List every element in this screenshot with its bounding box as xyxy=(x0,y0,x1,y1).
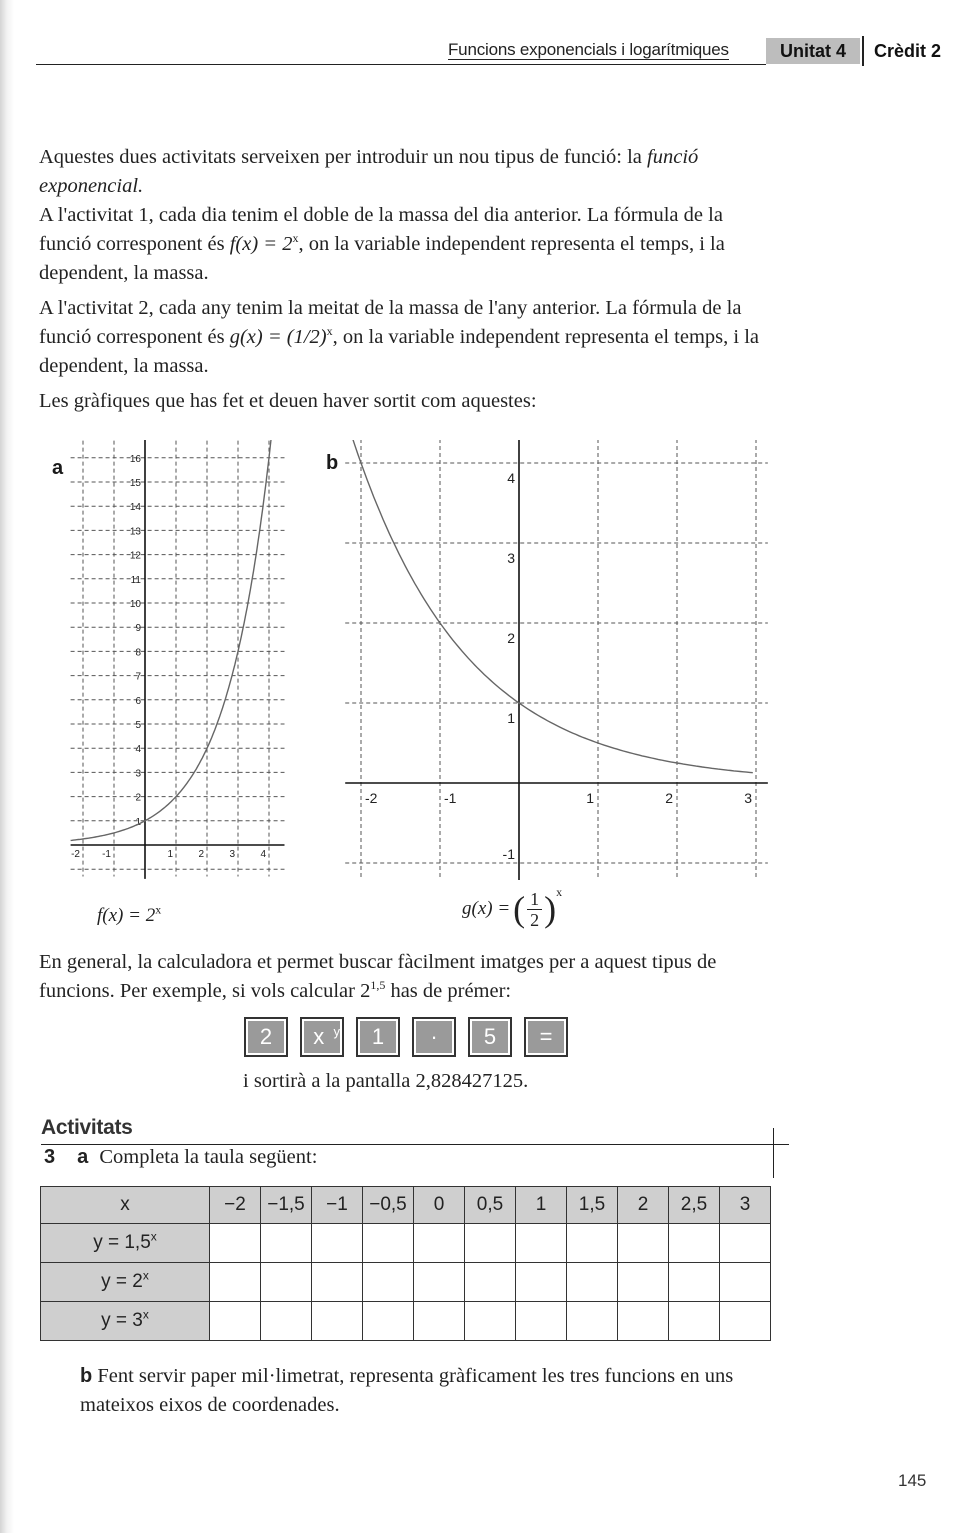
blank-cell xyxy=(312,1224,363,1263)
intro-paragraph-4: Les gràfiques que has fet et deuen haver sortit com aquestes: xyxy=(39,390,537,412)
y-tick-label: 14 xyxy=(129,502,141,514)
activities-heading: Activitats xyxy=(41,1116,133,1139)
fraction-numerator: 1 xyxy=(527,889,542,910)
blank-cell xyxy=(516,1224,567,1263)
exercise-number: 3 xyxy=(44,1146,56,1168)
blank-cell xyxy=(363,1263,414,1302)
table-row xyxy=(41,1224,771,1263)
page-number: 145 xyxy=(898,1471,927,1490)
y-tick-label: 8 xyxy=(135,647,141,659)
paren-left: ( xyxy=(513,889,526,929)
graph-a-label: a xyxy=(52,457,64,479)
y-tick-label: 1 xyxy=(135,816,141,828)
graph-b-label: b xyxy=(326,452,339,474)
x-tick-label: 1 xyxy=(586,790,594,806)
table-header-cell: 2 xyxy=(618,1187,669,1224)
x-tick-label: -1 xyxy=(444,790,457,806)
row-label: $y = 1,5^x$ xyxy=(41,1224,210,1263)
exercise-3a-text: Completa la taula següent: xyxy=(99,1146,318,1168)
exercise-3a xyxy=(44,1146,317,1169)
header-separator xyxy=(862,36,864,66)
paren-right: ) xyxy=(544,889,557,929)
blank-cell xyxy=(465,1263,516,1302)
y-tick-label: 15 xyxy=(129,478,141,489)
blank-cell xyxy=(312,1302,363,1341)
y-tick-label: 13 xyxy=(129,526,141,538)
calc-text xyxy=(39,948,769,1006)
blank-cell xyxy=(261,1302,312,1341)
blank-cell xyxy=(567,1263,618,1302)
blank-cell xyxy=(465,1224,516,1263)
calc-key-equals: = xyxy=(524,1017,568,1057)
blank-cell xyxy=(669,1224,720,1263)
blank-cell xyxy=(669,1302,720,1341)
table-header-row xyxy=(41,1187,771,1224)
blank-cell xyxy=(465,1302,516,1341)
blank-cell xyxy=(618,1302,669,1341)
curve-2x xyxy=(71,440,273,840)
exercise-letter-b: b xyxy=(80,1365,93,1387)
y-tick-label: 2 xyxy=(135,792,141,804)
blank-cell xyxy=(363,1302,414,1341)
graph-b-formula: g(x) = ( $\frac{1}{2}$ ) x xyxy=(462,885,563,930)
x-tick-label: 2 xyxy=(665,790,673,806)
calc-key-5: 5 xyxy=(468,1017,512,1057)
y-tick-label: 4 xyxy=(135,744,141,756)
table-header-cell: 0,5 xyxy=(465,1187,516,1224)
y-tick-label: 7 xyxy=(135,671,141,683)
row-label: $y = 3^x$ xyxy=(41,1302,210,1341)
y-tick-label: 4 xyxy=(507,470,515,486)
table-header-cell: −0,5 xyxy=(363,1187,414,1224)
blank-cell xyxy=(414,1263,465,1302)
blank-cell xyxy=(516,1302,567,1341)
table-header-cell: 1,5 xyxy=(567,1187,618,1224)
blank-cell xyxy=(210,1302,261,1341)
y-tick-label: 12 xyxy=(129,550,141,562)
y-tick-label: 3 xyxy=(135,768,141,780)
table-row xyxy=(41,1263,771,1302)
blank-cell xyxy=(363,1224,414,1263)
running-header-title: Funcions exponencials i logarítmiques xyxy=(448,40,729,59)
x-tick-label: -2 xyxy=(365,790,378,806)
graph-b-exponential-half-x xyxy=(340,440,780,880)
table-header-cell: 0 xyxy=(414,1187,465,1224)
blank-cell xyxy=(261,1224,312,1263)
blank-cell xyxy=(720,1302,771,1341)
intro-paragraph-3: A l'activitat 2, cada any tenim la meitat de la massa de l'any anterior. La fórmula de la funció corresponent és $g(x) = (1/2)^x$, on la variable independent representa el temps, i la dependent, la massa. xyxy=(39,297,759,377)
y-tick-label: 3 xyxy=(507,550,515,566)
x-tick-label: 4 xyxy=(260,849,266,860)
y-tick-label: 1 xyxy=(507,710,515,726)
x-tick-label: -2 xyxy=(71,849,80,860)
intro-paragraph-1: Aquestes dues activitats serveixen per introduir un nou tipus de funció: la funció exponencial. xyxy=(39,146,699,197)
exercise-letter-a: a xyxy=(77,1146,89,1168)
blank-cell xyxy=(210,1263,261,1302)
fraction-denominator: 2 xyxy=(530,909,540,930)
x-tick-label: 3 xyxy=(744,790,752,806)
table-header-cell: x xyxy=(41,1187,210,1224)
exercise-3b-text: Fent servir paper mil·limetrat, representa gràficament les tres funcions en uns mateixos eixos de coordenades. xyxy=(80,1365,734,1416)
table-header-cell: 1 xyxy=(516,1187,567,1224)
x-tick-label: 2 xyxy=(198,849,204,860)
intro-text xyxy=(39,143,769,416)
y-tick-label: 10 xyxy=(129,599,141,610)
unit-badge: Unitat 4 xyxy=(766,38,860,64)
graph-a-formula: $f(x) = 2^x$ xyxy=(97,902,162,926)
calc-intro: En general, la calculadora et permet buscar fàcilment imatges per a aquest tipus de funcions. Per exemple, si vols calcular 2$^{1,5}$ has de prémer: xyxy=(39,951,717,1002)
y-tick-label: -1 xyxy=(502,846,515,862)
y-tick-label: 16 xyxy=(129,453,141,465)
x-tick-label: 3 xyxy=(229,849,235,860)
table-header-cell: 3 xyxy=(720,1187,771,1224)
activities-rule xyxy=(41,1144,789,1145)
values-table xyxy=(40,1186,771,1341)
exercise-3b xyxy=(80,1362,770,1420)
calc-key-1: 1 xyxy=(356,1017,400,1057)
blank-cell xyxy=(567,1302,618,1341)
calc-key-power: x y xyxy=(300,1017,344,1057)
curve-half-x xyxy=(352,440,753,773)
blank-cell xyxy=(414,1224,465,1263)
page-edge-shadow xyxy=(0,0,14,1533)
blank-cell xyxy=(669,1263,720,1302)
calc-key-decimal-point: · xyxy=(412,1017,456,1057)
x-tick-label: 1 xyxy=(167,849,173,860)
calc-result: i sortirà a la pantalla 2,828427125. xyxy=(243,1070,529,1092)
table-header-cell: −1,5 xyxy=(261,1187,312,1224)
y-tick-label: 9 xyxy=(135,623,141,635)
y-tick-label: 6 xyxy=(135,695,141,707)
blank-cell xyxy=(261,1263,312,1302)
calculator-key-sequence xyxy=(244,1017,568,1057)
activities-vertical-rule xyxy=(773,1128,774,1178)
table-header-cell: −1 xyxy=(312,1187,363,1224)
blank-cell xyxy=(312,1263,363,1302)
intro-paragraph-2: A l'activitat 1, cada dia tenim el doble de la massa del dia anterior. La fórmula de la funció corresponent és $f(x) = 2^x$, on la variable independent representa el temps, i la dependent, la massa. xyxy=(39,204,725,284)
blank-cell xyxy=(414,1302,465,1341)
blank-cell xyxy=(567,1224,618,1263)
blank-cell xyxy=(720,1263,771,1302)
header-rule xyxy=(36,64,766,65)
calc-key-2: 2 xyxy=(244,1017,288,1057)
row-label: $y = 2^x$ xyxy=(41,1263,210,1302)
graph-a-exponential-2x xyxy=(60,440,300,880)
fraction xyxy=(527,889,542,930)
y-tick-label: 5 xyxy=(135,720,141,731)
blank-cell xyxy=(720,1224,771,1263)
y-tick-label: 11 xyxy=(130,574,141,586)
blank-cell xyxy=(210,1224,261,1263)
blank-cell xyxy=(618,1224,669,1263)
credit-label: Crèdit 2 xyxy=(874,41,942,61)
y-tick-label: 2 xyxy=(507,630,515,646)
table-row xyxy=(41,1302,771,1341)
table-header-cell: 2,5 xyxy=(669,1187,720,1224)
blank-cell xyxy=(516,1263,567,1302)
x-tick-label: -1 xyxy=(102,849,111,860)
blank-cell xyxy=(618,1263,669,1302)
table-header-cell: −2 xyxy=(210,1187,261,1224)
